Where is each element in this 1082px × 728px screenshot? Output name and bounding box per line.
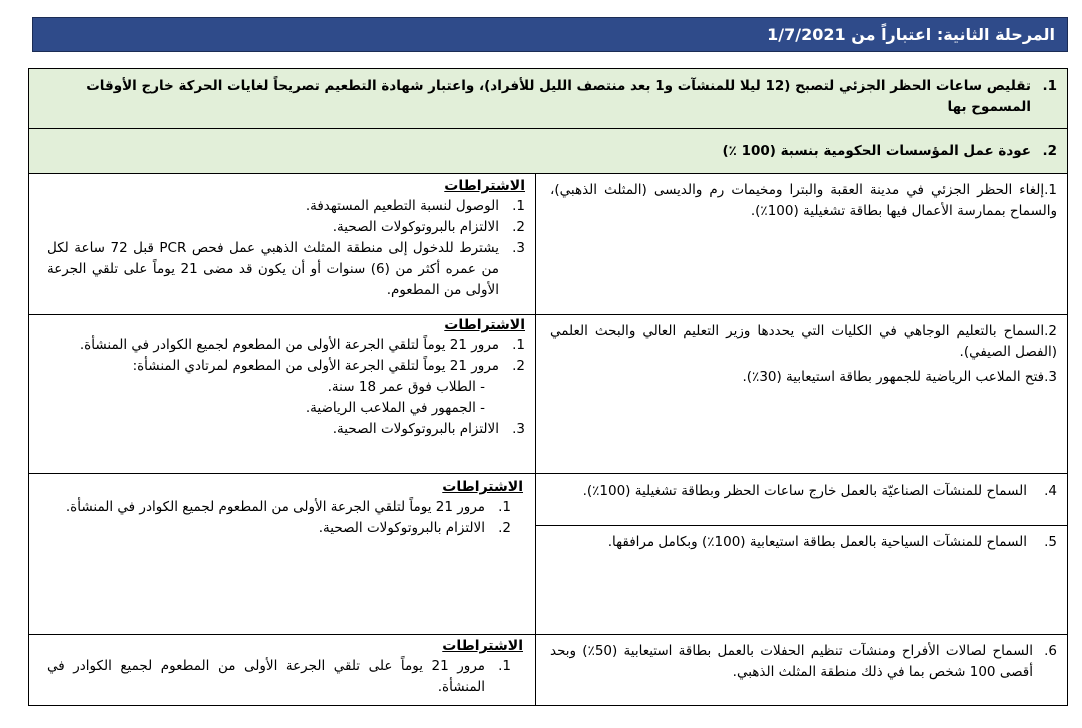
measure-cell-r4 <box>535 634 1068 706</box>
condition-number: 1. <box>512 337 525 353</box>
condition-text: الالتزام بالبروتوكولات الصحية. <box>332 219 499 235</box>
measure-5-tourism: السماح للمنشآت السياحية بالعمل بطاقة استيعابية (100٪) وبكامل مرافقها. <box>607 534 1027 550</box>
conditions-cell-r4 <box>28 634 536 706</box>
condition-number: 1. <box>498 658 511 674</box>
condition-number: 2. <box>512 358 525 374</box>
condition-item <box>47 335 525 356</box>
measure-row-2 <box>28 128 1068 174</box>
phase-title: المرحلة الثانية: اعتباراً من 1/7/2021 <box>767 25 1055 44</box>
conditions-list-r2 <box>47 335 525 377</box>
measure-5-number: 5. <box>1044 534 1057 550</box>
condition-number: 1. <box>498 499 511 515</box>
conditions-cell-r1 <box>28 173 536 315</box>
sub-condition-students: - الطلاب فوق عمر 18 سنة. <box>327 379 485 395</box>
conditions-list-r3 <box>47 497 523 539</box>
condition-text: الالتزام بالبروتوكولات الصحية. <box>318 520 485 536</box>
conditions-cell-r3 <box>28 473 536 635</box>
condition-text: الوصول لنسبة التطعيم المستهدفة. <box>305 198 499 214</box>
sub-condition-audience: - الجمهور في الملاعب الرياضية. <box>305 400 485 416</box>
measure-1-number: 1. <box>1042 78 1057 94</box>
condition-text: مرور 21 يوماً لتلقي الجرعة الأولى من المطعوم لجميع الكوادر في المنشأة. <box>79 337 499 353</box>
condition-item <box>47 518 511 539</box>
measure-1 <box>45 76 1057 118</box>
measure-row-1 <box>28 68 1068 129</box>
condition-item <box>47 217 525 238</box>
conditions-title: الاشتراطات <box>444 178 525 194</box>
measure-6-number: 6. <box>1044 643 1057 659</box>
condition-text: الالتزام بالبروتوكولات الصحية. <box>332 421 499 437</box>
measure-2 <box>45 141 1057 162</box>
measure-2-number: 2. <box>1042 143 1057 159</box>
measure-2-face-to-face-education: 2.السماح بالتعليم الوجاهي في الكليات التي يحددها وزير التعليم العالي والبحث العلمي (الفصل الصيفي). <box>550 323 1057 360</box>
condition-item <box>47 419 525 440</box>
condition-item <box>47 356 525 377</box>
measure-6 <box>550 641 1057 683</box>
measure-1-golden-triangle: 1.إلغاء الحظر الجزئي في مدينة العقبة والبترا ومخيمات رم والديسى (المثلث الذهبي)، والسماح بممارسة الأعمال فيها بطاقة تشغيلية (100٪). <box>550 182 1057 219</box>
measure-cell-r1 <box>535 173 1068 315</box>
measure-cell-r3b <box>535 525 1068 635</box>
conditions-list-r2-cont <box>47 419 525 440</box>
phase-header <box>32 17 1068 52</box>
measure-4-number: 4. <box>1044 483 1057 499</box>
measure-5 <box>550 532 1057 553</box>
measure-4-industrial: السماح للمنشآت الصناعيّة بالعمل خارج ساعات الحظر وبطاقة تشغيلية (100٪). <box>582 483 1027 499</box>
condition-text: مرور 21 يوماً لتلقي الجرعة الأولى من المطعوم لمرتادي المنشأة: <box>132 358 499 374</box>
condition-text: مرور 21 يوماً لتلقي الجرعة الأولى من المطعوم لجميع الكوادر في المنشأة. <box>65 499 485 515</box>
condition-number: 3. <box>512 421 525 437</box>
condition-item <box>47 238 525 301</box>
conditions-list-r1 <box>47 196 525 301</box>
condition-number: 1. <box>512 198 525 214</box>
condition-number: 3. <box>512 240 525 256</box>
conditions-title: الاشتراطات <box>442 638 523 654</box>
measure-3-sports-stadiums: 3.فتح الملاعب الرياضية للجمهور بطاقة استيعابية (30٪). <box>742 369 1057 385</box>
condition-number: 2. <box>498 520 511 536</box>
measure-4 <box>550 481 1057 502</box>
conditions-cell-r2 <box>28 314 536 474</box>
conditions-title: الاشتراطات <box>442 479 523 495</box>
condition-text: يشترط للدخول إلى منطقة المثلث الذهبي عمل فحص PCR قبل 72 ساعة لكل من عمره أكثر من (6) سنوات أو أن يكون قد مضى 21 يوماً على تلقي الجرعة الأولى من المطعوم. <box>47 240 500 298</box>
condition-text: مرور 21 يوماً على تلقي الجرعة الأولى من المطعوم لجميع الكوادر في المنشأة. <box>47 658 485 695</box>
measure-1-text: تقليص ساعات الحظر الجزئي لتصبح (12 ليلا للمنشآت و1 بعد منتصف الليل للأفراد)، واعتبار شهادة التطعيم تصريحاً لغايات الحركة خارج الأوقات المسموح بها <box>86 78 1031 115</box>
measure-2-text: عودة عمل المؤسسات الحكومية بنسبة (100 ٪) <box>722 143 1031 159</box>
condition-number: 2. <box>512 219 525 235</box>
conditions-title: الاشتراطات <box>444 317 525 333</box>
measure-6-wedding-halls: السماح لصالات الأفراح ومنشآت تنظيم الحفلات بالعمل بطاقة استيعابية (50٪) وبحد أقصى 100 شخص بما في ذلك منطقة المثلث الذهبي. <box>550 643 1034 680</box>
condition-item <box>47 656 511 698</box>
conditions-list-r4 <box>47 656 523 698</box>
condition-item <box>47 196 525 217</box>
measure-cell-r3a <box>535 473 1068 526</box>
measure-cell-r2 <box>535 314 1068 474</box>
condition-item <box>47 497 511 518</box>
